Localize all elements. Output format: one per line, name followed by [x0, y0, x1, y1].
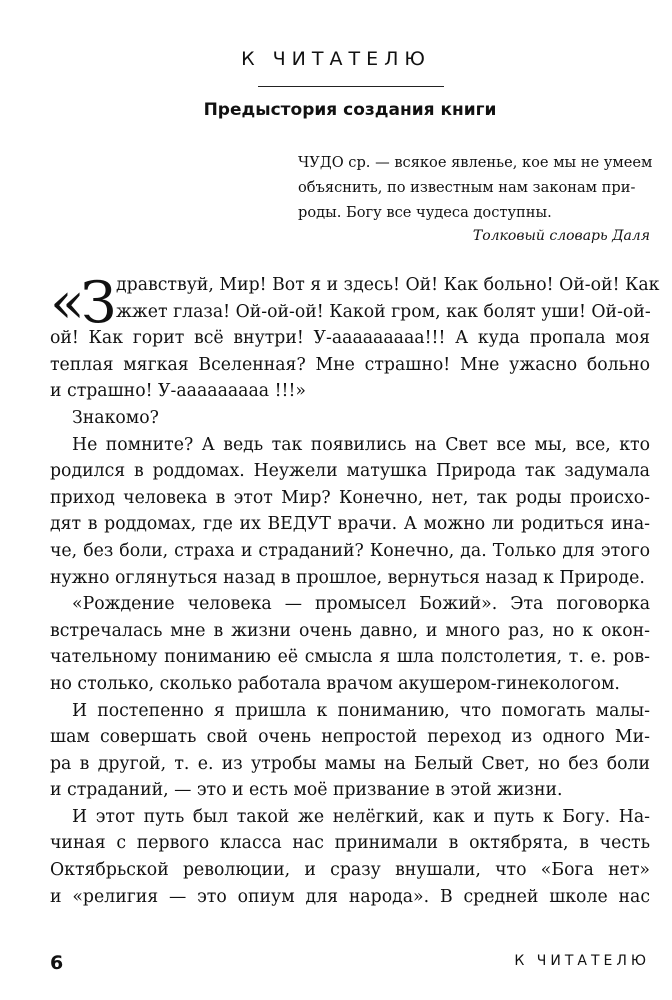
body-line: шам совершать свой очень непростой переход из одного Ми-	[50, 727, 650, 748]
running-head: К ЧИТАТЕЛЮ	[241, 48, 431, 70]
body-line: приход человека в этот Мир? Конечно, нет, так роды происхо-	[50, 487, 650, 508]
body-line: и «религия — это опиум для народа». В средней школе нас	[50, 886, 650, 907]
body-line: И этот путь был такой же нелёгкий, как и путь к Богу. На-	[72, 806, 650, 827]
body-line: че, без боли, страха и страданий? Конечно, да. Только для этого	[50, 540, 650, 561]
body-line: чиная с первого класса нас принимали в октябрята, в честь	[50, 833, 650, 854]
body-line: и страданий, — это и есть моё призвание в этой жизни.	[50, 780, 563, 801]
body-line: теплая мягкая Вселенная? Мне страшно! Мне ужасно больно	[50, 354, 650, 375]
body-line: «Рождение человека — промысел Божий». Эта поговорка	[72, 594, 650, 615]
epigraph-line: роды. Богу все чудеса доступны.	[298, 204, 552, 221]
header-rule	[258, 86, 444, 87]
body-line: дравствуй, Мир! Вот я и здесь! Ой! Как больно! Ой-ой! Как	[116, 275, 660, 295]
chapter-title: Предыстория создания книги	[203, 100, 497, 120]
body-line: чательному пониманию её смысла я шла полстолетия, т. е. ров-	[50, 647, 650, 668]
epigraph-line: ЧУДО ср. — всякое явленье, кое мы не умеем	[298, 154, 653, 171]
body-line: И постепенно я пришла к пониманию, что помогать малы-	[72, 700, 650, 721]
body-line: ой! Как горит всё внутри! У-ааааааааа!!! А куда пропала моя	[50, 328, 650, 349]
epigraph	[298, 150, 653, 249]
body-line: нужно оглянуться назад в прошлое, вернуться назад к Природе.	[50, 567, 645, 588]
body-line: встречалась мне в жизни очень давно, и много раз, но к окон-	[50, 620, 650, 641]
body-line: Знакомо?	[72, 407, 159, 428]
body-text	[50, 272, 660, 910]
page-number: 6	[50, 952, 64, 974]
body-line: жжет глаза! Ой-ой-ой! Какой гром, как болят уши! Ой-ой-	[116, 301, 651, 322]
epigraph-line: объяснить, по известным нам законам при-	[298, 179, 636, 196]
footer-running-head: К ЧИТАТЕЛЮ	[514, 953, 650, 969]
drop-cap: «З	[50, 270, 113, 336]
body-line: Не помните? А ведь так появились на Свет все мы, все, кто	[72, 434, 650, 455]
body-line: но столько, сколько работала врачом акушером-гинекологом.	[50, 673, 620, 694]
epigraph-source: Толковый словарь Даля	[472, 228, 650, 244]
body-line: ра в другой, т. е. из утробы мамы на Белый Свет, но без боли	[50, 753, 650, 774]
body-line: Октябрьской революции, и сразу внушали, что «Бога нет»	[50, 860, 650, 881]
body-line: дят в роддомах, где их ВЕДУТ врачи. А можно ли родиться ина-	[50, 514, 650, 535]
body-line: и страшно! У-ааааааааа !!!»	[50, 381, 306, 402]
body-line: родился в роддомах. Неужели матушка Природа так задумала	[50, 461, 650, 482]
